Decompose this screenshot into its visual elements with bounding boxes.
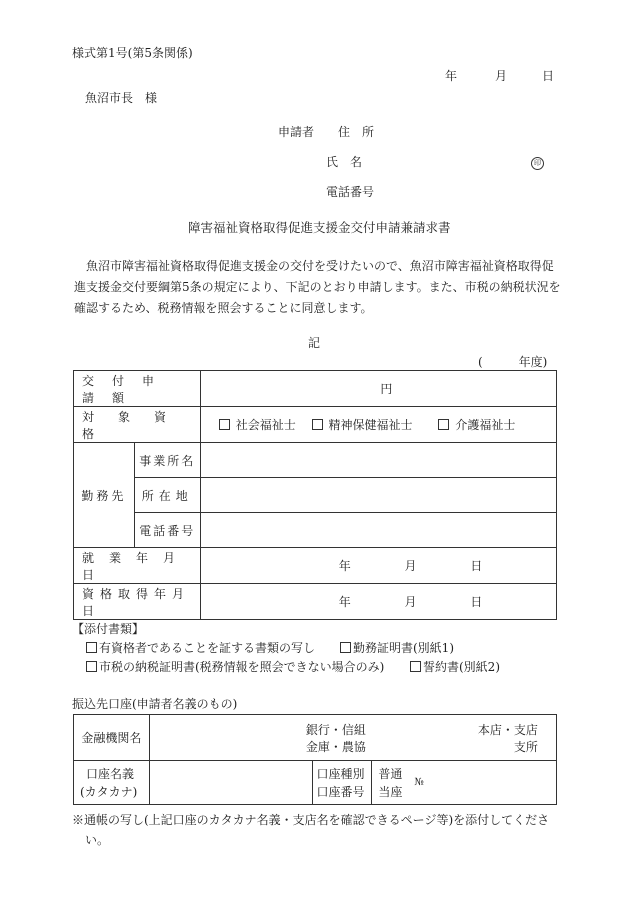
qual-month: 月 (404, 595, 417, 609)
employ-year: 年 (338, 559, 351, 573)
attach-item-1[interactable] (86, 642, 315, 654)
holder-label-kana: (カタカナ) (80, 785, 138, 799)
qual-day: 日 (470, 595, 483, 609)
attach-item-label: 誓約書(別紙2) (423, 660, 500, 674)
bank-types-2: 金庫・農協 (305, 740, 366, 754)
acct-type-label: 口座種別 (316, 767, 365, 781)
institution-input[interactable] (149, 715, 556, 761)
date-year: 年 (445, 69, 458, 83)
checkbox[interactable] (86, 661, 97, 672)
holder-label-cell (74, 761, 150, 805)
checkbox[interactable] (219, 419, 230, 430)
seal-mark (531, 155, 544, 170)
applicant-name-label: 氏 名 (326, 155, 363, 169)
bank-table (73, 714, 557, 805)
holder-input[interactable] (149, 761, 312, 805)
employ-date-input[interactable] (200, 548, 556, 584)
office-phone-label: 電話番号 (134, 513, 200, 548)
amount-label-cell (74, 371, 201, 407)
qual-date-label-cell (74, 584, 201, 620)
bank-header: 振込先口座(申請者名義のもの) (72, 697, 238, 711)
workplace-label-cell (74, 443, 135, 548)
office-name-label: 事業所名 (134, 443, 200, 478)
qual-option-label: 精神保健福祉士 (328, 418, 413, 432)
employ-date-label: 就業年月日 (82, 550, 191, 582)
date-day: 日 (542, 69, 555, 83)
toza-label: 当座 (378, 785, 403, 799)
institution-label: 金融機関名 (74, 715, 150, 761)
amount-unit: 円 (380, 382, 393, 396)
branch-types-2: 支所 (513, 740, 538, 754)
holder-label: 口座名義 (86, 767, 135, 781)
checkbox[interactable] (438, 419, 449, 430)
qual-option-label: 社会福祉士 (235, 418, 296, 432)
employ-day: 日 (470, 559, 483, 573)
applicant-phone-label: 電話番号 (326, 185, 375, 199)
qual-option-2[interactable] (312, 418, 413, 432)
date-month: 月 (495, 69, 508, 83)
amount-label: 交付申請額 (82, 373, 173, 405)
attach-item-label: 勤務証明書(別紙1) (353, 641, 454, 655)
workplace-label: 勤務先 (81, 488, 127, 503)
bank-types-1: 銀行・信組 (305, 723, 366, 737)
checkbox[interactable] (312, 419, 323, 430)
office-address-label: 所在地 (134, 478, 200, 513)
bank-note: ※通帳の写し(上記口座のカタカナ名義・支店名を確認できるページ等)を添付してください。 (72, 813, 550, 847)
qual-label: 対象資格 (82, 409, 191, 441)
qual-year: 年 (338, 595, 351, 609)
qual-option-3[interactable] (438, 418, 515, 432)
page-title: 障害福祉資格取得促進支援金交付申請兼請求書 (188, 220, 451, 235)
office-phone-input[interactable] (200, 513, 556, 548)
qual-option-1[interactable] (219, 418, 296, 432)
checkbox[interactable] (410, 661, 421, 672)
qual-date-label: 資格取得年月日 (82, 586, 191, 618)
qual-options-cell (200, 407, 556, 443)
acct-input[interactable] (372, 761, 557, 805)
office-name-input[interactable] (200, 443, 556, 478)
fiscal-year: ( 年度) (478, 355, 548, 369)
attach-item-label: 有資格者であることを証する書類の写し (99, 641, 316, 655)
checkbox[interactable] (86, 642, 97, 653)
applicant-address-label: 住 所 (338, 125, 375, 139)
amount-input[interactable] (200, 371, 556, 407)
employ-month: 月 (404, 559, 417, 573)
qual-label-cell (74, 407, 201, 443)
acct-labels-cell (312, 761, 372, 805)
attach-item-2[interactable] (340, 642, 454, 654)
office-address-input[interactable] (200, 478, 556, 513)
form-number: 様式第1号(第5条関係) (72, 46, 193, 60)
futsu-label: 普通 (378, 767, 403, 781)
qual-date-input[interactable] (200, 584, 556, 620)
acct-no-label: 口座番号 (316, 785, 365, 799)
attach-item-4[interactable] (410, 661, 500, 673)
attach-header: 【添付書類】 (72, 622, 145, 636)
employ-date-label-cell (74, 548, 201, 584)
branch-types-1: 本店・支店 (477, 723, 538, 737)
body-paragraph: 魚沼市障害福祉資格取得促進支援金の交付を受けたいので、魚沼市障害福祉資格取得促進支援金交付要綱第5条の規定により、下記のとおり申請します。また、市税の納税状況を確認するため、税務情報を照会することに同意します。 (74, 259, 561, 315)
attach-item-3[interactable] (86, 661, 384, 673)
applicant-label: 申請者 (278, 125, 315, 139)
checkbox[interactable] (340, 642, 351, 653)
addressee: 魚沼市長 様 (85, 91, 158, 105)
number-mark: № (414, 777, 424, 788)
seal-icon: 印 (531, 157, 544, 170)
ki-heading: 記 (308, 336, 321, 350)
qual-option-label: 介護福祉士 (455, 418, 516, 432)
application-table (73, 370, 557, 620)
attach-item-label: 市税の納税証明書(税務情報を照会できない場合のみ) (99, 660, 385, 674)
